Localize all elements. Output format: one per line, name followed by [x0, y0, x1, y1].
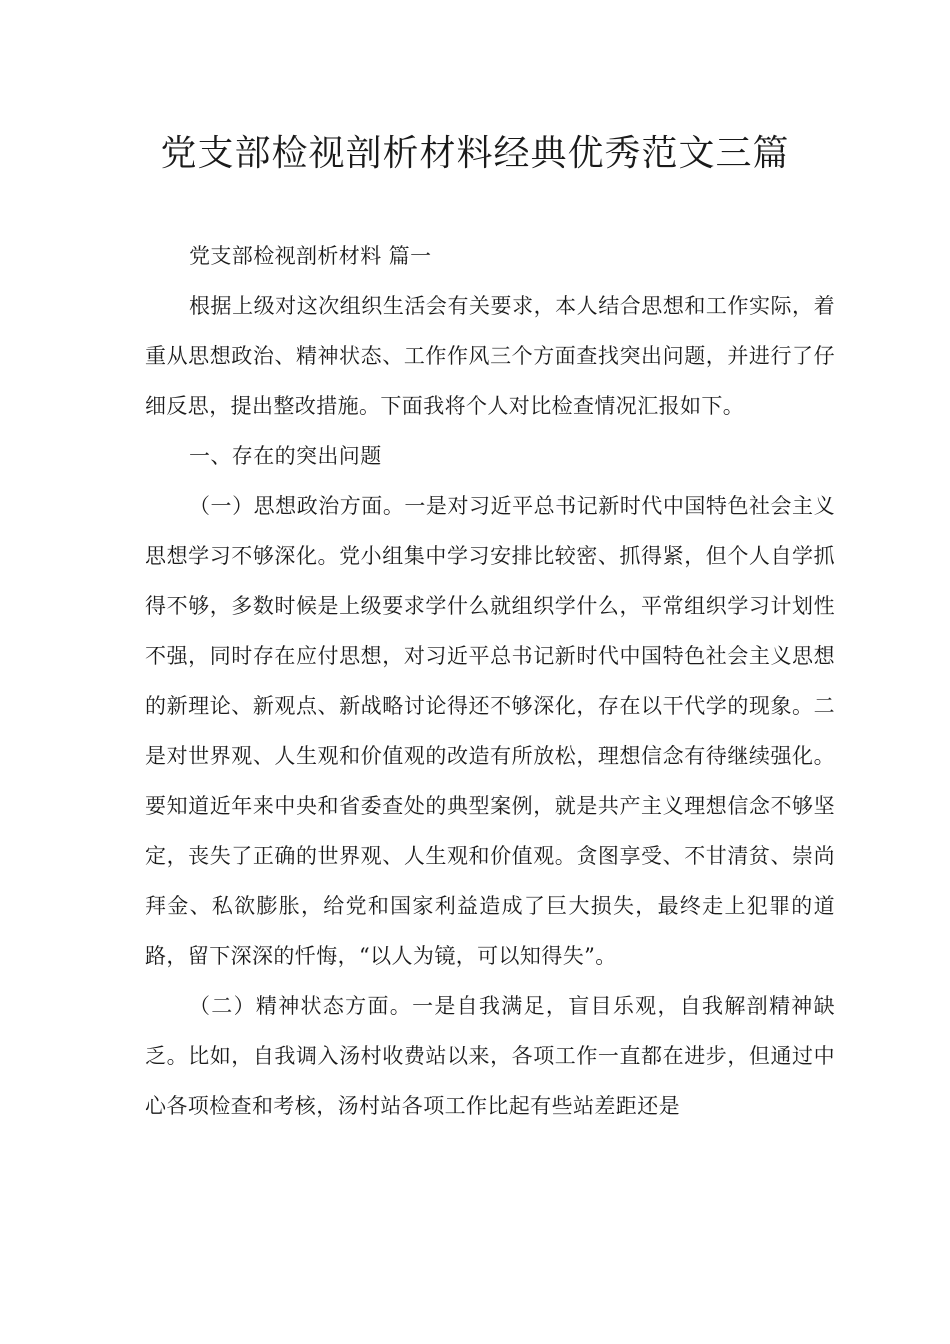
- paragraph-political: （一）思想政治方面。一是对习近平总书记新时代中国特色社会主义思想学习不够深化。党小组集中学习安排比较密、抓得紧，但个人自学抓得不够，多数时候是上级要求学什么就组织学什么，平常组织学习计划性不强，同时存在应付思想，对习近平总书记新时代中国特色社会主义思想的新理论、新观点、新战略讨论得还不够深化，存在以干代学的现象。二是对世界观、人生观和价值观的改造有所放松，理想信念有待继续强化。要知道近年来中央和省委查处的典型案例，就是共产主义理想信念不够坚定，丧失了正确的世界观、人生观和价值观。贪图享受、不甘清贫、崇尚拜金、私欲膨胀，给党和国家利益造成了巨大损失，最终走上犯罪的道路，留下深深的忏悔，“以人为镜，可以知得失”。: [145, 494, 835, 968]
- document-title: 党支部检视剖析材料经典优秀范文三篇: [160, 133, 790, 174]
- document-body: [145, 231, 835, 1131]
- section-label: 党支部检视剖析材料 篇一: [189, 244, 432, 268]
- paragraph-spirit: （二）精神状态方面。一是自我满足，盲目乐观，自我解剖精神缺乏。比如，自我调入汤村收费站以来，各项工作一直都在进步，但通过中心各项检查和考核，汤村站各项工作比起有些站差距还是: [145, 994, 835, 1118]
- intro-paragraph: 根据上级对这次组织生活会有关要求，本人结合思想和工作实际，着重从思想政治、精神状态、工作作风三个方面查找突出问题，并进行了仔细反思，提出整改措施。下面我将个人对比检查情况汇报如下。: [145, 294, 835, 418]
- section-heading: 一、存在的突出问题: [189, 444, 382, 468]
